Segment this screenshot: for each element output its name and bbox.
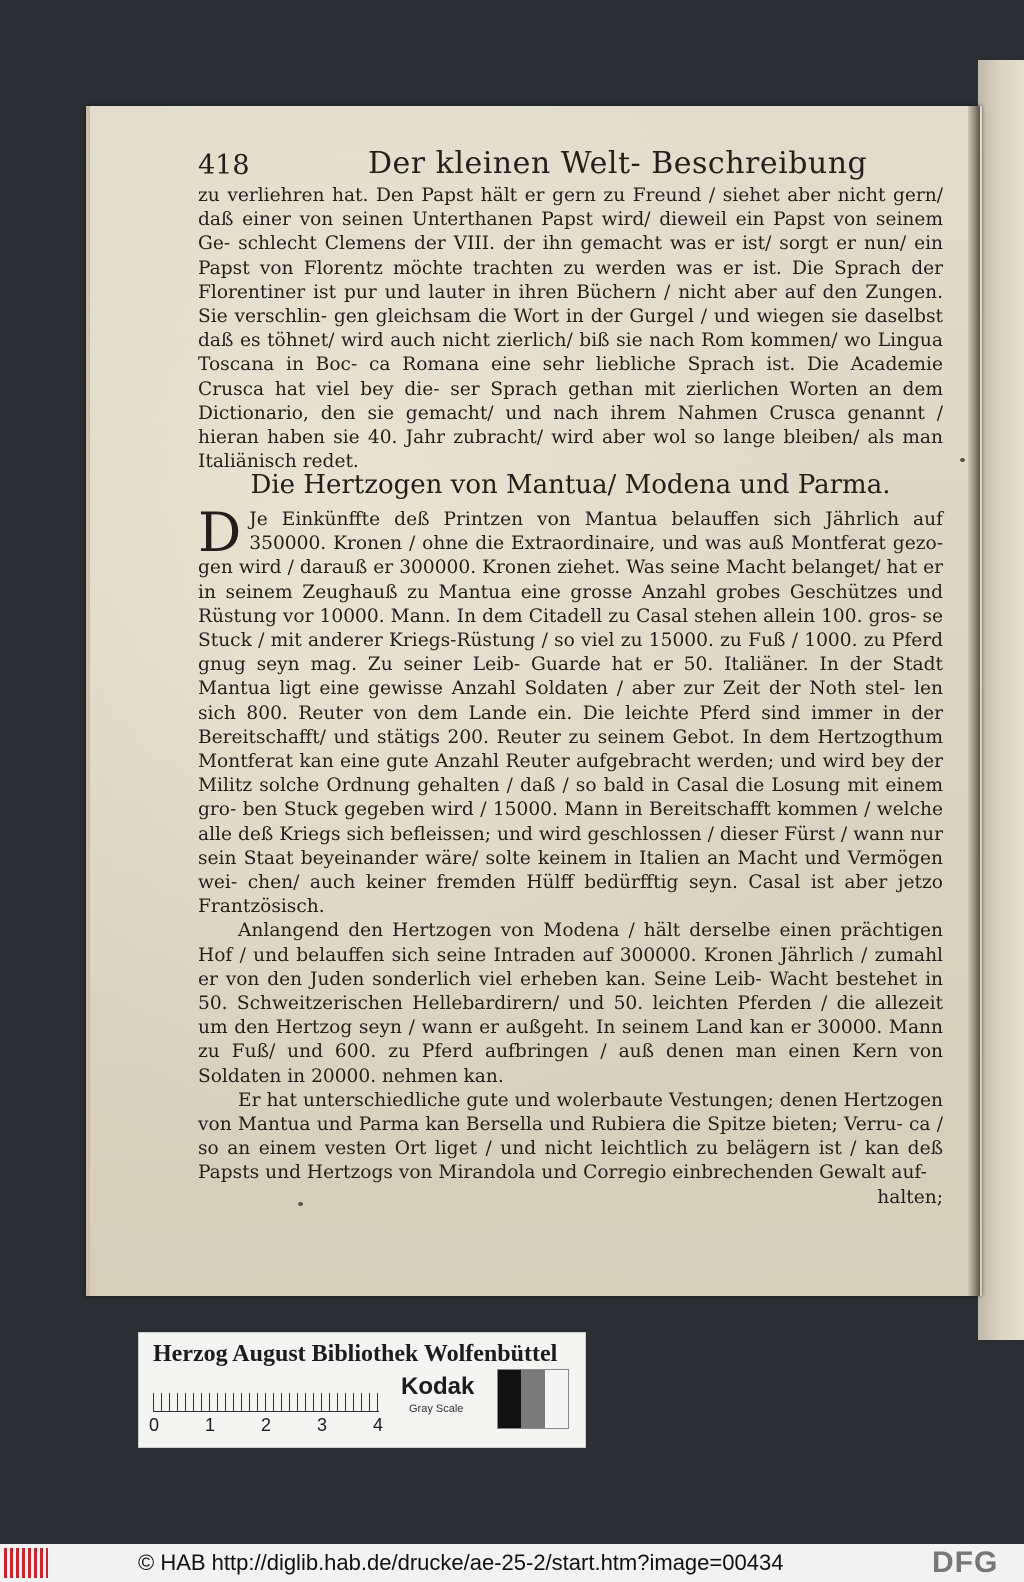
paragraph-1-text [198, 184, 943, 474]
gray-scale-label: Gray Scale [409, 1403, 464, 1415]
page-speck [960, 458, 965, 462]
dfg-logo: DFG [932, 1546, 999, 1579]
text-line: ca / so an einem vesten Ort liget / und nicht leichtlich zu belägern ist / kan deß [198, 1114, 943, 1160]
page-gutter [968, 106, 980, 1296]
kodak-logo: Kodak [401, 1373, 475, 1400]
text-line: von Mantua und Parma kan Bersella und Rubiera die Spitze bieten; Verru- [198, 1114, 910, 1136]
swatch-gray [521, 1370, 544, 1428]
text-line: gen wird / darauß er 300000. Kronen ziehet. Was seine Macht belanget/ [198, 557, 887, 579]
paragraph-4-text [198, 1089, 943, 1186]
text-line: Er hat unterschiedliche gute und wolerbaute Vestungen; denen Hertzogen [238, 1089, 943, 1111]
text-line: gen gleichsam die Wort in der Gurgel / und wiegen sie daselbst daß es töhnet/ [198, 306, 943, 352]
paragraph-1 [198, 184, 943, 474]
footer-citation: © HAB http://diglib.hab.de/drucke/ae-25-2/start.htm?image=00434 [138, 1550, 784, 1575]
text-line: Stadt Mantua ligt eine gewisse Anzahl Soldaten / aber zur Zeit der Noth stel- [198, 654, 943, 700]
text-line: wird aber wol so lange bleiben/ als man Italiänisch redet. [198, 427, 943, 473]
text-line: ser Sprach gethan mit zierlichen Worten an dem Dictionario, den sie gemacht/ [198, 378, 943, 424]
text-line: len sich 800. Reuter von dem Lande ein. Die leichte Pferd sind immer in der [198, 678, 943, 724]
text-line: ca Romana eine sehr liebliche Sprach ist. Die Academie Crusca hat viel bey die- [198, 354, 944, 400]
text-line: Pferd gnug seyn mag. Zu seiner Leib- Guarde hat er 50. Italiäner. In der [198, 630, 943, 676]
text-line: Anlangend den Hertzogen von Modena / hält derselbe einen prächtigen [238, 920, 943, 942]
text-line: Hof / und belauffen sich seine Intraden auf 300000. Kronen Jährlich / zumahl [198, 944, 943, 966]
text-line: Florentz möchte trachten zu werden was er ist. Die Sprach der Florentiner ist [198, 257, 943, 303]
swatch-white [545, 1370, 568, 1428]
ruler-label: 1 [205, 1415, 216, 1435]
text-line: se Stuck / mit anderer Kriegs-Rüstung / so viel zu 15000. zu Fuß / 1000. zu [198, 605, 943, 652]
text-line: Rüstung vor 10000. Mann. In dem Citadell zu Casal stehen allein 100. gros- [198, 605, 923, 627]
text-line: chen/ auch keiner fremden Hülff bedürfftig seyn. Casal ist aber jetzo Frantzösisch. [198, 872, 943, 918]
color-calibration-card [138, 1332, 586, 1448]
paragraph-3-text [198, 919, 943, 1088]
drop-cap: D [198, 501, 242, 564]
text-line: Staat beyeinander wäre/ solte keinem in Italien an Macht und Vermögen wei- [198, 847, 943, 894]
text-line: hat er in seinem Zeughauß zu Mantua eine grosse Anzahl grobes Geschützes und [198, 557, 943, 603]
text-line: Militz solche Ordnung gehalten / daß / so bald in Casal die Losung mit einem gro- [198, 775, 943, 821]
page-number: 418 [198, 150, 250, 181]
footer-bar [0, 1544, 1024, 1582]
page-speck [298, 1202, 303, 1206]
ruler-label: 0 [149, 1415, 160, 1435]
paragraph-2 [198, 501, 943, 1210]
text-line: und nach ihrem Nahmen Crusca genannt / hieran haben sie 40. Jahr zubracht/ [198, 402, 944, 449]
catchword: halten; [877, 1186, 943, 1208]
paragraph-2-text [198, 501, 943, 919]
text-line: er von den Juden sonderlich viel erheben kan. Seine Leib- Wacht bestehet in [198, 968, 943, 990]
ruler-labels [149, 1415, 389, 1437]
adjacent-page-edge [978, 60, 1024, 1340]
ruler-label: 3 [317, 1415, 328, 1435]
swatch-black [498, 1370, 521, 1428]
text-line: daß einer von seinen Unterthanen Papst wird/ dieweil ein Papst von seinem Ge- [198, 209, 943, 255]
text-line: deß Kriegs sich befleissen; und wird geschlossen / dieser Fürst / wann nur sein [198, 823, 943, 869]
text-line: pur und lauter in ihren Büchern / nicht aber auf den Zungen. Sie verschlin- [198, 281, 943, 328]
barcode-icon [4, 1548, 48, 1578]
ruler-label: 2 [261, 1415, 272, 1435]
text-line: zu verliehren hat. Den Papst hält er gern zu Freund / siehet aber nicht gern/ [198, 185, 943, 206]
text-line: 350000. Kronen / ohne die Extraordinaire, und was auß Montferat gezo- [249, 533, 943, 555]
text-line: schlecht Clemens der VIII. der ihn gemacht was er ist/ sorgt er nun/ ein Papst von [198, 233, 943, 279]
text-line: den Hertzog seyn / wann er außgeht. In seinem Land kan er 30000. Mann zu [198, 1017, 943, 1063]
text-line: Fuß/ und 600. zu Pferd aufbringen / auß denen man einen Kern von Soldaten [198, 1041, 943, 1087]
ruler-label: 4 [373, 1415, 384, 1435]
section-heading: Die Hertzogen von Mantua/ Modena und Parma. [250, 470, 891, 500]
text-line: ben Stuck gegeben wird / 15000. Mann in Bereitschafft kommen / welche alle [198, 799, 943, 845]
scale-ruler [153, 1381, 379, 1412]
text-line: 50. Schweitzerischen Hellebardirern/ und 50. leichten Pferden / die allezeit um [198, 993, 943, 1039]
page-header [198, 144, 938, 184]
text-line: Montferat kan eine gute Anzahl Reuter aufgebracht werden; und wird bey der [198, 751, 943, 773]
text-line: in 20000. nehmen kan. [287, 1065, 504, 1087]
gray-swatches [497, 1369, 569, 1429]
text-line: Papsts und Hertzogs von Mirandola und Corregio einbrechenden Gewalt auf- [198, 1162, 927, 1184]
text-line: wird auch nicht zierlich/ biß sie nach Rom kommen/ wo Lingua Toscana in Boc- [198, 330, 943, 376]
text-line: Je Einkünffte deß Printzen von Mantua belauffen sich Jährlich auf [249, 509, 943, 530]
library-name: Herzog August Bibliothek Wolfenbüttel [153, 1341, 558, 1367]
running-head: Der kleinen Welt- Beschreibung [368, 146, 868, 181]
text-line: Bereitschafft/ und stätigs 200. Reuter zu seinem Gebot. In dem Hertzogthum [198, 726, 943, 748]
